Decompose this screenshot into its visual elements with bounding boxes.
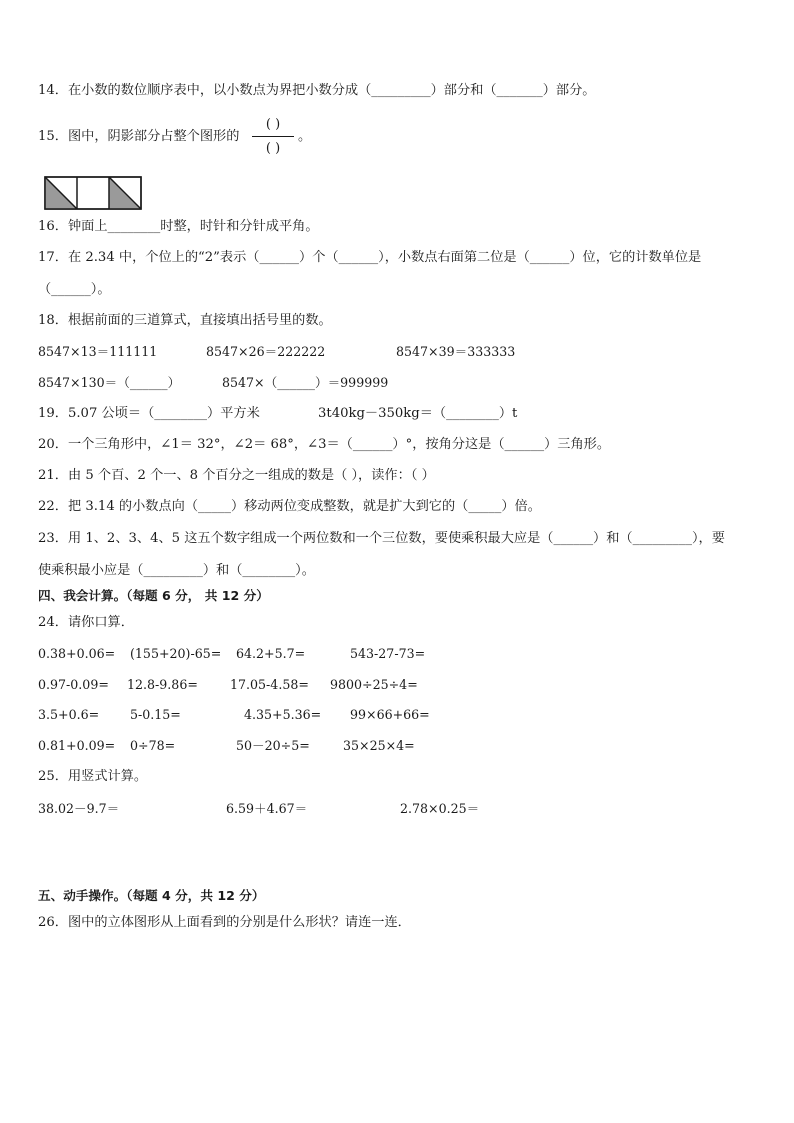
vertical-calc-item: 2.78×0.25＝: [400, 801, 480, 816]
question-22: 22．把 3.14 的小数点向（_____）移动两位变成整数，就是扩大到它的（_____）倍。: [38, 499, 541, 514]
question-15: 15．图中，阴影部分占整个图形的: [38, 129, 240, 144]
question-19-part-b: 3t40kg－350kg＝（________）t: [318, 406, 518, 421]
fraction-bar: [252, 136, 294, 137]
mental-math-item: 0.38+0.06=: [38, 646, 116, 661]
section-4-heading: 四、我会计算。（每题 6 分， 共 12 分）: [38, 588, 269, 603]
mental-math-item: 35×25×4=: [343, 738, 415, 753]
question-16: 16．钟面上________时整，时针和分针成平角。: [38, 219, 319, 234]
mental-math-item: 5-0.15=: [130, 707, 181, 722]
mental-math-item: 0.97-0.09=: [38, 677, 109, 692]
mental-math-item: 64.2+5.7=: [236, 646, 306, 661]
question-25: 25．用竖式计算。: [38, 769, 148, 784]
fraction-denominator: ( ): [265, 141, 281, 156]
mental-math-item: 543-27-73=: [350, 646, 426, 661]
question-21: 21．由 5 个百、2 个一、8 个百分之一组成的数是（ ），读作：（ ）: [38, 468, 435, 483]
mental-math-item: 50－20÷5=: [236, 738, 310, 753]
question-18: 18．根据前面的三道算式，直接填出括号里的数。: [38, 313, 332, 328]
fraction-answer-blank[interactable]: [250, 116, 296, 160]
question-19-part-a: 19．5.07 公顷＝（________）平方米: [38, 406, 260, 421]
section-5-heading: 五、动手操作。（每题 4 分，共 12 分）: [38, 888, 265, 903]
mental-math-item: 99×66+66=: [350, 707, 430, 722]
q18-equation: 8547×13＝111111: [38, 344, 158, 359]
mental-math-item: 12.8-9.86=: [127, 677, 198, 692]
q18-fill-blank: 8547×（______）＝999999: [222, 375, 389, 390]
q18-equation: 8547×26＝222222: [206, 344, 326, 359]
mental-math-item: (155+20)-65=: [130, 646, 222, 661]
question-20: 20．一个三角形中，∠1＝ 32°，∠2＝ 68°，∠3＝（______）°，按角分这是（______）三角形。: [38, 437, 611, 452]
mental-math-item: 3.5+0.6=: [38, 707, 100, 722]
question-14: 14．在小数的数位顺序表中，以小数点为界把小数分成（_________）部分和（_______）部分。: [38, 83, 596, 98]
question-24: 24．请你口算．: [38, 615, 134, 630]
vertical-calc-item: 6.59＋4.67＝: [226, 801, 308, 816]
mental-math-item: 9800÷25÷4=: [330, 677, 418, 692]
q18-fill-blank: 8547×130＝（______）: [38, 375, 181, 390]
question-26: 26．图中的立体图形从上面看到的分别是什么形状？请连一连．: [38, 915, 411, 930]
shaded-squares-figure: [44, 176, 142, 210]
question-15-end: 。: [298, 129, 312, 144]
question-17-line-2: （______）。: [38, 282, 111, 297]
q18-equation: 8547×39＝333333: [396, 344, 516, 359]
question-17-line-1: 17．在 2.34 中，个位上的“2”表示（______）个（______），小数点右面第二位是（______）位，它的计数单位是: [38, 250, 702, 265]
mental-math-item: 0÷78=: [130, 738, 176, 753]
fraction-numerator: ( ): [265, 117, 281, 132]
question-23-line-1: 23．用 1、2、3、4、5 这五个数字组成一个两位数和一个三位数，要使乘积最大应是（______）和（_________），要: [38, 531, 725, 546]
vertical-calc-item: 38.02－9.7＝: [38, 801, 120, 816]
mental-math-item: 4.35+5.36=: [244, 707, 322, 722]
question-23-line-2: 使乘积最小应是（_________）和（________）。: [38, 563, 315, 578]
mental-math-item: 0.81+0.09=: [38, 738, 116, 753]
mental-math-item: 17.05-4.58=: [230, 677, 309, 692]
